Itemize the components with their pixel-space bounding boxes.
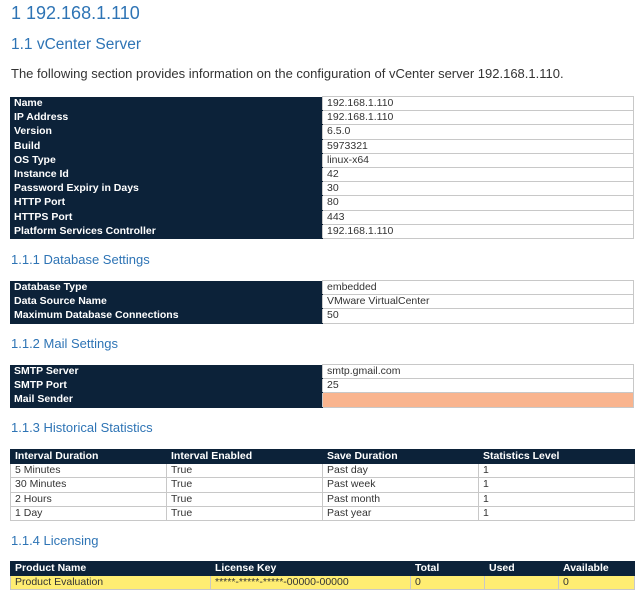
table-row xyxy=(10,196,634,210)
table-row xyxy=(11,506,635,520)
row-label: HTTP Port xyxy=(10,196,323,210)
licensing-table xyxy=(10,561,635,590)
row-label: Data Source Name xyxy=(10,295,323,309)
table-row xyxy=(10,182,634,196)
table-row xyxy=(10,295,634,309)
row-value: 192.168.1.110 xyxy=(323,111,634,125)
row-value: 192.168.1.110 xyxy=(323,97,634,111)
database-settings-table xyxy=(10,280,634,324)
table-row xyxy=(10,281,634,295)
row-value: 6.5.0 xyxy=(323,125,634,139)
table-cell: 1 xyxy=(479,506,635,520)
table-cell: True xyxy=(167,478,323,492)
column-header: Statistics Level xyxy=(479,450,635,464)
table-row xyxy=(10,365,634,379)
row-value: 80 xyxy=(323,196,634,210)
table-cell: 2 Hours xyxy=(11,492,167,506)
row-label: Platform Services Controller xyxy=(10,224,323,238)
column-header: Used xyxy=(485,562,559,576)
table-cell: 1 Day xyxy=(11,506,167,520)
table-row xyxy=(10,139,634,153)
column-header: Product Name xyxy=(11,562,211,576)
row-label: Version xyxy=(10,125,323,139)
table-cell xyxy=(485,576,559,590)
row-value: 50 xyxy=(323,309,634,323)
table-row xyxy=(10,97,634,111)
row-label: Instance Id xyxy=(10,167,323,181)
table-cell: *****-*****-*****-00000-00000 xyxy=(211,576,411,590)
table-cell: Past week xyxy=(323,478,479,492)
vcenter-table xyxy=(10,96,634,239)
mail-settings-heading: 1.1.2 Mail Settings xyxy=(11,336,118,351)
table-row xyxy=(11,492,635,506)
row-value: embedded xyxy=(323,281,634,295)
intro-paragraph: The following section provides information on the configuration of vCenter server 192.168.1.110. xyxy=(11,66,564,81)
licensing-heading: 1.1.4 Licensing xyxy=(11,533,99,548)
row-label: Name xyxy=(10,97,323,111)
historical-statistics-heading: 1.1.3 Historical Statistics xyxy=(11,420,153,435)
table-cell: 0 xyxy=(559,576,635,590)
row-value xyxy=(323,393,634,407)
table-cell: 30 Minutes xyxy=(11,478,167,492)
row-label: Mail Sender xyxy=(10,393,323,407)
column-header: Interval Enabled xyxy=(167,450,323,464)
row-label: SMTP Server xyxy=(10,365,323,379)
column-header: Save Duration xyxy=(323,450,479,464)
table-cell: 5 Minutes xyxy=(11,464,167,478)
mail-settings-table xyxy=(10,364,634,408)
row-value: VMware VirtualCenter xyxy=(323,295,634,309)
table-row xyxy=(10,224,634,238)
table-cell: 1 xyxy=(479,464,635,478)
historical-statistics-table xyxy=(10,449,635,521)
row-label: Password Expiry in Days xyxy=(10,182,323,196)
table-row xyxy=(10,111,634,125)
row-label: Build xyxy=(10,139,323,153)
table-row xyxy=(10,167,634,181)
table-row xyxy=(10,379,634,393)
table-cell: True xyxy=(167,492,323,506)
column-header: License Key xyxy=(211,562,411,576)
table-row xyxy=(10,153,634,167)
row-label: HTTPS Port xyxy=(10,210,323,224)
table-row xyxy=(10,125,634,139)
database-settings-heading: 1.1.1 Database Settings xyxy=(11,252,150,267)
column-header: Available xyxy=(559,562,635,576)
row-value: smtp.gmail.com xyxy=(323,365,634,379)
row-label: Database Type xyxy=(10,281,323,295)
table-cell: Past month xyxy=(323,492,479,506)
column-header: Total xyxy=(411,562,485,576)
row-value: 42 xyxy=(323,167,634,181)
table-cell: 0 xyxy=(411,576,485,590)
heading-2: 1.1 vCenter Server xyxy=(11,36,142,53)
row-value: 443 xyxy=(323,210,634,224)
row-value: 5973321 xyxy=(323,139,634,153)
row-value: 25 xyxy=(323,379,634,393)
table-cell: True xyxy=(167,464,323,478)
table-cell: Product Evaluation xyxy=(11,576,211,590)
row-value: linux-x64 xyxy=(323,153,634,167)
row-label: Maximum Database Connections xyxy=(10,309,323,323)
row-label: SMTP Port xyxy=(10,379,323,393)
row-value: 192.168.1.110 xyxy=(323,224,634,238)
row-value: 30 xyxy=(323,182,634,196)
table-cell: Past year xyxy=(323,506,479,520)
table-row xyxy=(11,464,635,478)
table-cell: 1 xyxy=(479,492,635,506)
table-cell: 1 xyxy=(479,478,635,492)
table-cell: Past day xyxy=(323,464,479,478)
table-row xyxy=(10,210,634,224)
row-label: IP Address xyxy=(10,111,323,125)
table-row xyxy=(10,309,634,323)
table-row xyxy=(11,478,635,492)
table-cell: True xyxy=(167,506,323,520)
column-header: Interval Duration xyxy=(11,450,167,464)
heading-1: 1 192.168.1.110 xyxy=(11,3,140,23)
table-row xyxy=(11,576,635,590)
row-label: OS Type xyxy=(10,153,323,167)
table-row xyxy=(10,393,634,407)
